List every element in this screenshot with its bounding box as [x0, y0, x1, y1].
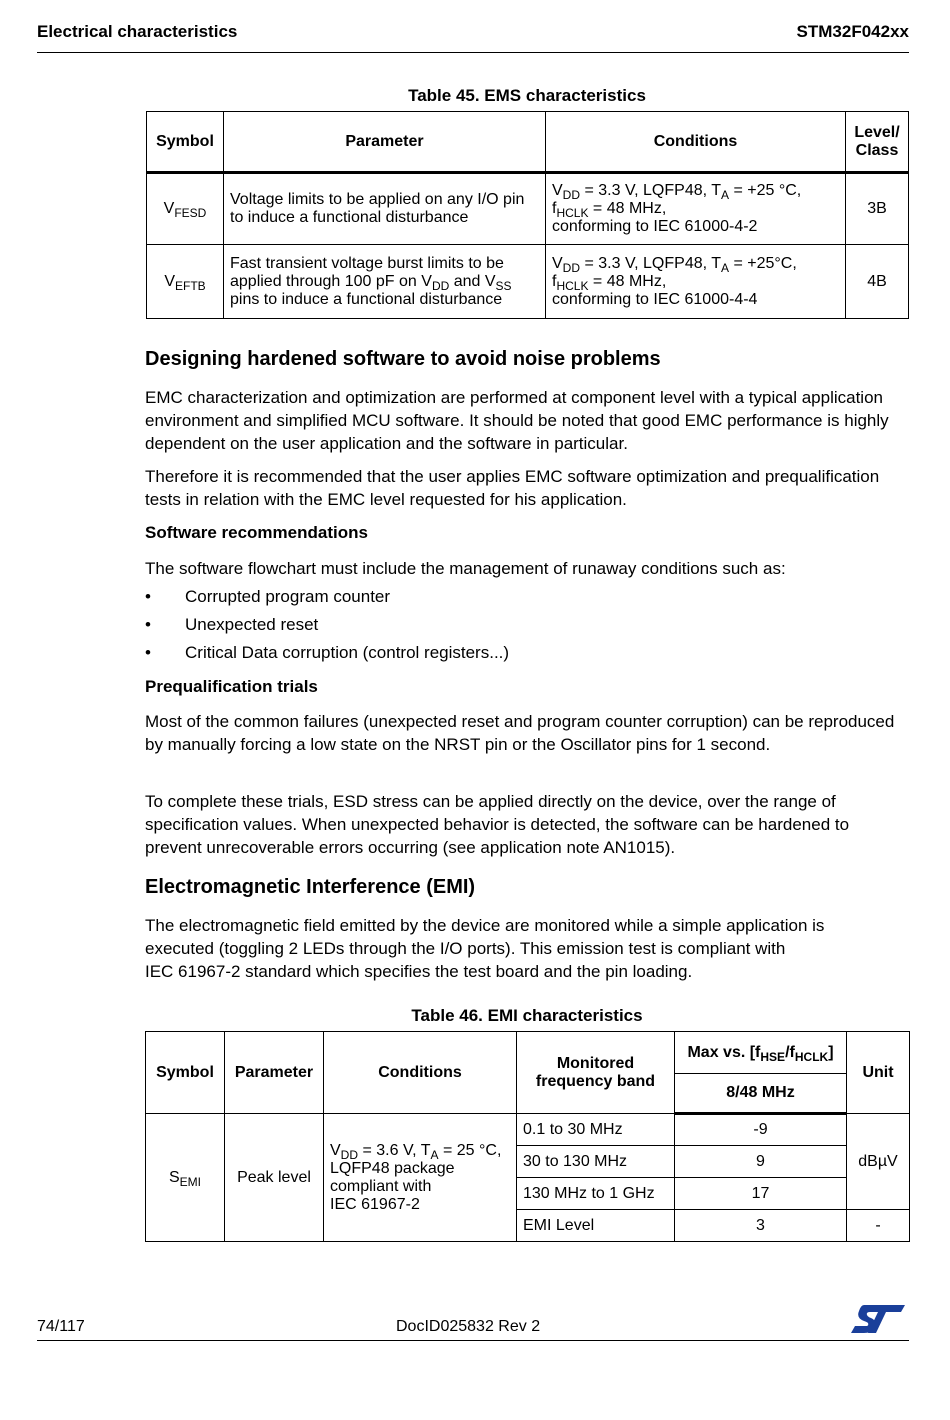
conditions-cell: $V_{DD} = 3.3$ V, LQFP48, $T_A = +25$ °C, $f_{HCLK} = 48$ MHz, conforming to IEC 61000-4-2	[546, 173, 846, 245]
st-logo-shape	[851, 1305, 905, 1333]
col-unit: Unit	[847, 1032, 910, 1114]
bullet-icon: •	[145, 615, 151, 634]
st-logo-icon	[850, 1303, 906, 1335]
symbol-cell: $V_{FESD}$	[147, 173, 224, 245]
table-row	[147, 245, 909, 319]
conditions-cell: $V_{DD} = 3.6$ V, $T_A = 25$ °C, LQFP48 package compliant with IEC 61967-2	[324, 1114, 517, 1242]
list-item: • Unexpected reset	[145, 615, 319, 634]
value-cell: 9	[675, 1146, 847, 1178]
col-max: Max vs. $[f_{HSE}/f_{HCLK}]$	[675, 1032, 847, 1074]
parameter-cell: Fast transient voltage burst limits to be applied through 100 pF on $V_{DD}$ and $V_{SS}$ pins to induce a functional disturbance	[224, 245, 546, 319]
section-title-emi: Electromagnetic Interference (EMI)	[145, 876, 476, 898]
conditions-cell: $V_{DD} = 3.3$ V, LQFP48, $T_A = +25^\circ C$, $f_{HCLK} = 48$ MHz, conforming to IEC 61000-4-4	[546, 245, 846, 319]
bullet-icon: •	[145, 587, 151, 606]
level-cell: 3B	[846, 173, 909, 245]
header-title: Electrical characteristics	[37, 22, 238, 41]
paragraph: The electromagnetic field emitted by the device are monitored while a simple application is executed (toggling 2 LEDs through the I/O ports). This emission test is compliant with IEC 61967-2 standard which specifies the test board and the pin loading.	[145, 916, 825, 981]
value-cell: -9	[675, 1114, 847, 1146]
bullet-icon: •	[145, 643, 151, 662]
footer-rule	[37, 1340, 909, 1341]
section-title-hardened-software: Designing hardened software to avoid noise problems	[145, 348, 661, 370]
list-item: • Critical Data corruption (control registers...)	[145, 643, 510, 662]
value-cell: 3	[675, 1210, 847, 1242]
level-cell: 4B	[846, 245, 909, 319]
parameter-cell: Peak level	[225, 1114, 324, 1242]
list-item: • Corrupted program counter	[145, 587, 391, 606]
col-conditions: Conditions	[324, 1032, 517, 1114]
page-number: 74/117	[37, 1318, 85, 1335]
unit-cell: -	[847, 1210, 910, 1242]
paragraph: Most of the common failures (unexpected reset and program counter corruption) can be reproduced by manually forcing a low state on the NRST pin or the Oscillator pins for 1 second.	[145, 712, 895, 754]
band-cell: 130 MHz to 1 GHz	[517, 1178, 675, 1210]
ems-table	[146, 111, 909, 319]
symbol-cell: $S_{EMI}$	[146, 1114, 225, 1242]
col-level: Level/ Class	[846, 112, 909, 173]
parameter-cell: Voltage limits to be applied on any I/O pin to induce a functional disturbance	[224, 173, 546, 245]
value-cell: 17	[675, 1178, 847, 1210]
subheading-prequalification-trials: Prequalification trials	[145, 677, 318, 696]
unit-cell: dBµV	[847, 1114, 910, 1210]
col-max-sub: 8/48 MHz	[675, 1074, 847, 1114]
table46-caption: Table 46. EMI characteristics	[411, 1006, 643, 1025]
symbol-cell: $V_{EFTB}$	[147, 245, 224, 319]
band-cell: 30 to 130 MHz	[517, 1146, 675, 1178]
col-parameter: Parameter	[224, 112, 546, 173]
subheading-software-recommendations: Software recommendations	[145, 523, 368, 542]
col-symbol: Symbol	[146, 1032, 225, 1114]
emi-table	[145, 1031, 910, 1242]
header-rule	[37, 52, 909, 53]
paragraph: The software flowchart must include the management of runaway conditions such as:	[145, 559, 786, 578]
header-part-number: STM32F042xx	[796, 22, 909, 41]
doc-id: DocID025832 Rev 2	[396, 1318, 541, 1335]
paragraph: EMC characterization and optimization are performed at component level with a typical application environment and simplified MCU software. It should be noted that good EMC performance is highly dependent on the user application and the software in particular.	[145, 388, 889, 453]
table-row	[147, 173, 909, 245]
col-conditions: Conditions	[546, 112, 846, 173]
table45-caption: Table 45. EMS characteristics	[408, 86, 646, 105]
col-frequency-band: Monitored frequency band	[517, 1032, 675, 1114]
paragraph: To complete these trials, ESD stress can be applied directly on the device, over the range of specification values. When unexpected behavior is detected, the software can be hardened to prevent unrecoverable errors occurring (see application note AN1015).	[145, 792, 850, 857]
paragraph: Therefore it is recommended that the user applies EMC software optimization and prequalification tests in relation with the EMC level requested for his application.	[145, 467, 880, 509]
band-cell: 0.1 to 30 MHz	[517, 1114, 675, 1146]
col-symbol: Symbol	[147, 112, 224, 173]
col-parameter: Parameter	[225, 1032, 324, 1114]
table-row	[146, 1114, 910, 1146]
band-cell: EMI Level	[517, 1210, 675, 1242]
